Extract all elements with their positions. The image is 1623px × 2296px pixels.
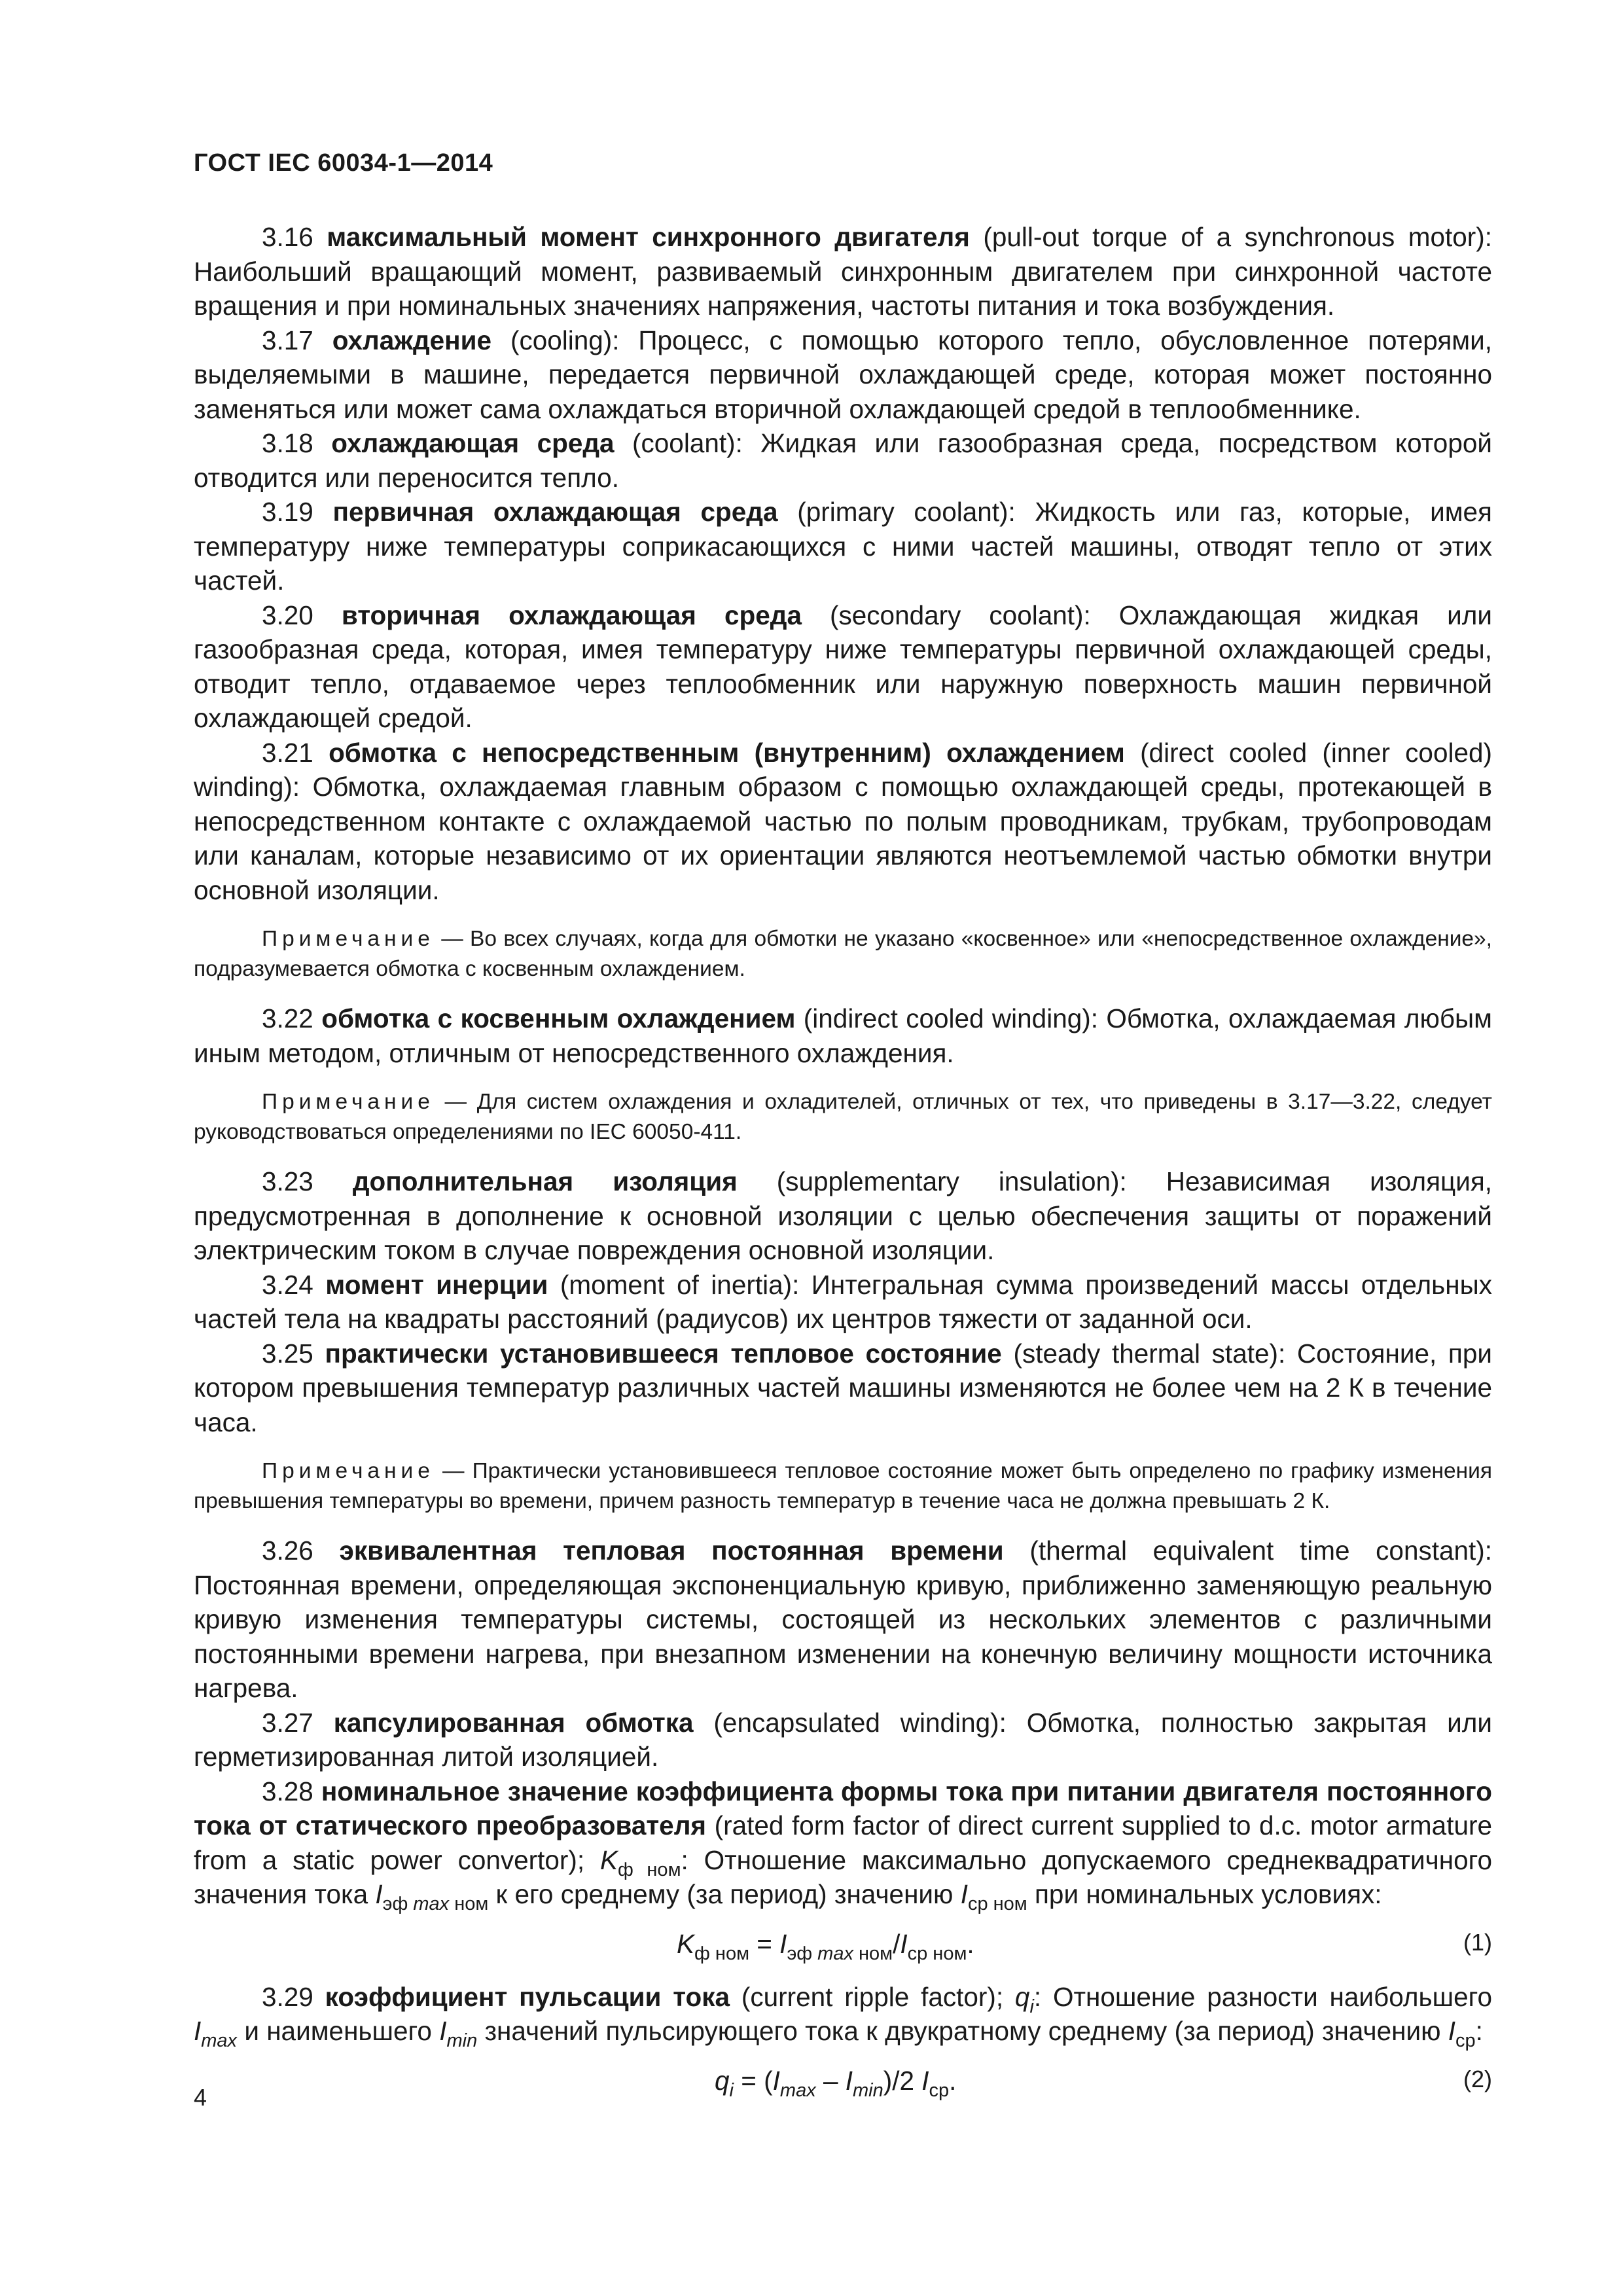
page-number: 4 [194, 2084, 207, 2111]
term-title: охлаждающая среда [331, 428, 615, 458]
formula-2-number: (2) [1463, 2065, 1492, 2092]
term-title: обмотка с непосредственным (внутренним) охлаждением [329, 737, 1125, 768]
term-title: максимальный момент синхронного двигателя [327, 222, 970, 252]
term-title: охлаждение [332, 325, 492, 355]
note-1: Примечание — Во всех случаях, когда для обмотки не указано «косвенное» или «непосредственное охлаждение», подразумевается обмотка с косвенным охлаждением. [194, 927, 1492, 981]
document-body [194, 220, 1492, 2117]
term-3-28: 3.28 номинальное значение коэффициента формы тока при питании двигателя постоянного тока от статического преобразователя (rated form factor of direct current supplied to d.c. motor armature from a static power convertor); $K_{ф ном}$: Отношение максимально допускаемого среднеквадратичного значения тока $I_{эф max ном}$ к его среднему (за период) значению $I_{ср ном}$ при номинальных условиях: [194, 1776, 1493, 1914]
term-title: обмотка с косвенным охлаждением [321, 1003, 796, 1033]
term-3-27: 3.27 капсулированная обмотка (encapsulated winding): Обмотка, полностью закрытая или герметизированная литой изоляцией. [194, 1707, 1492, 1772]
term-3-22: 3.22 обмотка с косвенным охлаждением (indirect cooled winding): Обмотка, охлаждаемая любым иным методом, отличным от непосредственного охлаждения. [194, 1003, 1493, 1068]
term-3-17: 3.17 охлаждение (cooling): Процесс, с помощью которого тепло, обусловленное потерями, выделяемыми в машине, передается первичной охлаждающей среде, которая может постоянно заменяться или может сама охлаждаться вторичной охлаждающей средой в теплообменнике. [194, 325, 1492, 424]
formula-1-number: (1) [1463, 1928, 1492, 1956]
formula-2 [194, 2056, 1492, 2110]
term-3-26: 3.26 эквивалентная тепловая постоянная времени (thermal equivalent time constant): Постоянная времени, определяющая экспоненциальную кривую, приближенно заменяющую реальную кривую изменения температуры системы, состоящей из нескольких элементов с различными постоянными времени нагрева, при внезапном изменении на конечную величину мощности источника нагрева. [194, 1535, 1493, 1703]
term-3-20: 3.20 вторичная охлаждающая среда (secondary coolant): Охлаждающая жидкая или газообразная среда, которая, имея температуру ниже температуры первичной охлаждающей среды, отводит тепло, отдаваемое через теплообменник или наружную поверхность машин первичной охлаждающей средой. [194, 600, 1492, 733]
term-3-24: 3.24 момент инерции (moment of inertia): Интегральная сумма произведений массы отдельных частей тела на квадраты расстояний (радиусов) их центров тяжести от заданной оси. [194, 1269, 1492, 1334]
term-title: номинальное значение коэффициента формы тока при питании двигателя постоянного тока от статического преобразователя [194, 1776, 1493, 1840]
term-3-18: 3.18 охлаждающая среда (coolant): Жидкая или газообразная среда, посредством которой отводится или переносится тепло. [194, 428, 1492, 493]
formula-1 [194, 1920, 1492, 1973]
note-2: Примечание — Для систем охлаждения и охладителей, отличных от тех, что приведены в 3.17—3.22, следует руководствоваться определениями по IEC 60050-411. [194, 1090, 1492, 1144]
document-header: ГОСТ IEC 60034-1—2014 [194, 149, 493, 177]
formula-1-expression: $K_{ф ном} = I_{эф max ном}/I_{ср ном}$. [677, 1928, 974, 1964]
term-3-16: 3.16 максимальный момент синхронного двигателя (pull-out torque of a synchronous motor): Наибольший вращающий момент, развиваемый синхронным двигателем при синхронной частоте вращения и при номинальных значениях напряжения, частоты питания и тока возбуждения. [194, 222, 1492, 321]
term-title: момент инерции [325, 1269, 548, 1300]
term-3-19: 3.19 первичная охлаждающая среда (primary coolant): Жидкость или газ, которые, имея температуру ниже температуры соприкасающихся с ними частей машины, отводят тепло от этих частей. [194, 497, 1492, 596]
term-3-25: 3.25 практически установившееся тепловое состояние (steady thermal state): Состояние, при котором превышения температур различных частей машины изменяются не более чем на 2 К в течение часа. [194, 1338, 1492, 1437]
formula-2-expression: $q_i = (I_{max} - I_{min})/2$ $I_{ср}$. [715, 2065, 957, 2101]
term-title: эквивалентная тепловая постоянная времени [339, 1535, 1004, 1566]
term-title: дополнительная изоляция [352, 1166, 738, 1196]
term-3-21: 3.21 обмотка с непосредственным (внутренним) охлаждением (direct cooled (inner cooled) winding): Обмотка, охлаждаемая главным образом с помощью охлаждающей среды, протекающей в непосредственном контакте с охлаждаемой частью по полым проводникам, трубкам, трубопроводам или каналам, которые независимо от их ориентации являются неотъемлемой частью обмотки внутри основной изоляции. [194, 737, 1492, 905]
term-title: капсулированная обмотка [333, 1707, 694, 1738]
term-3-29: 3.29 коэффициент пульсации тока (current ripple factor); $q_i$: Отношение разности наибольшего $I_{max}$ и наименьшего $I_{min}$ значений пульсирующего тока к двукратному среднему (за период) значению $I_{ср}$: [194, 1981, 1493, 2051]
term-title: вторичная охлаждающая среда [341, 600, 802, 630]
term-title: первичная охлаждающая среда [332, 497, 778, 527]
note-3: Примечание — Практически установившееся тепловое состояние может быть определено по графику изменения превышения температуры во времени, причем разность температур в течение часа не должна превышать 2 К. [194, 1459, 1492, 1513]
term-title: практически установившееся тепловое состояние [325, 1338, 1002, 1369]
term-3-23: 3.23 дополнительная изоляция (supplementary insulation): Независимая изоляция, предусмотренная в дополнение к основной изоляции с целью обеспечения защиты от поражений электрическим током в случае повреждения основной изоляции. [194, 1166, 1493, 1265]
term-title: коэффициент пульсации тока [325, 1981, 730, 2012]
